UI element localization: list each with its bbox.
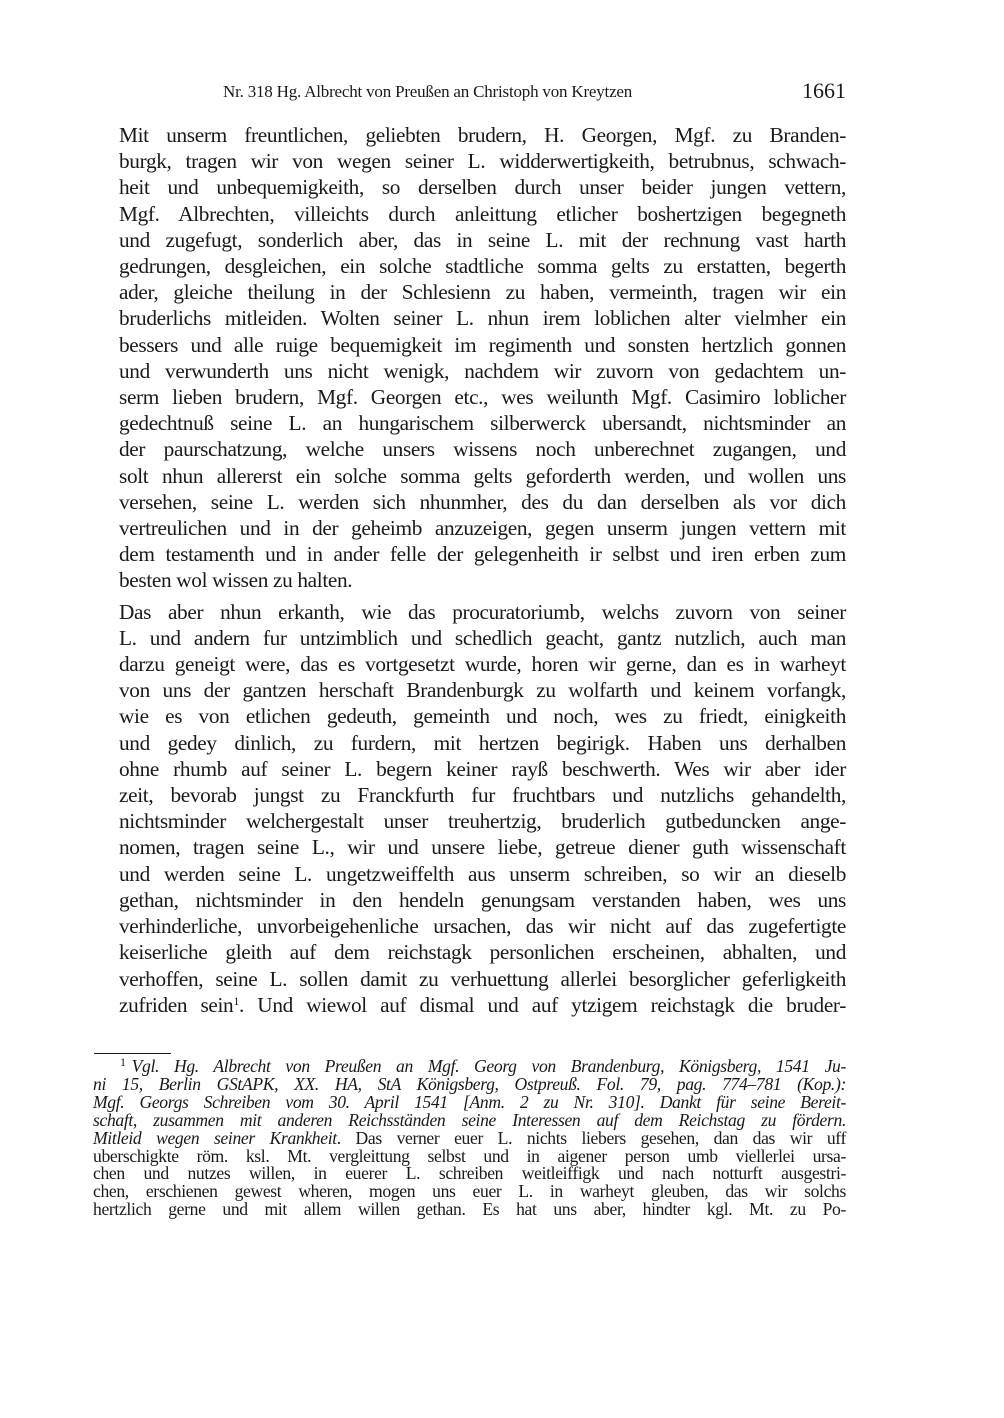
text-line: Mit unserm freuntlichen, geliebten brudern, H. Georgen, Mgf. zu Branden- xyxy=(119,123,846,147)
running-head-title: Nr. 318 Hg. Albrecht von Preußen an Christoph von Kreytzen xyxy=(223,82,633,101)
text-line: L. und andern fur untzimblich und schedlich geacht, gantz nutzlich, auch man xyxy=(119,625,846,650)
running-head xyxy=(93,80,846,106)
footnote-italic-text: Vgl. Hg. Albrecht von Preußen an Mgf. Georg von Brandenburg, Königsberg, 1541 Ju- xyxy=(131,1056,846,1076)
text-line: zeit, bevorab jungst zu Franckfurth fur fruchtbars und nutzlichs gehandelth, xyxy=(119,783,846,808)
text-line: ader, gleiche theilung in der Schlesienn zu haben, vermeinth, tragen wir ein xyxy=(119,280,846,305)
text-line: gedechtnuß seine L. an hungarischem silberwerck ubersandt, nichtsminder an xyxy=(119,411,846,436)
footnote-line: Mgf. Georgs Schreiben vom 30. April 1541 [Anm. 2 zu Nr. 310]. Dankt für seine Bereit- xyxy=(93,1091,846,1112)
text-line xyxy=(93,992,846,1018)
paragraph-1 xyxy=(93,122,846,594)
text-line: keiserliche gleith auf dem reichstagk personlichen erscheinen, abhalten, und xyxy=(119,940,846,965)
text-segment: . Und wiewol auf dismal und auf ytzigem reichstagk die bruder- xyxy=(239,992,846,1017)
text-line: nomen, tragen seine L., wir und unsere liebe, getreue diener guth wissenschaft xyxy=(119,835,846,860)
footnote-1 xyxy=(93,1055,846,1220)
text-line: burgk, tragen wir von wegen seiner L. widderwertigkeith, betrubnus, schwach- xyxy=(119,149,846,174)
text-line: und zugefugt, sonderlich aber, das in seine L. mit der rechnung vast harth xyxy=(119,227,846,252)
footnote-separator xyxy=(94,1053,171,1054)
text-line: nichtsminder welchergestalt unser treuhertzig, bruderlich gutbeduncken ange- xyxy=(119,809,846,834)
text-line: solt nhun allererst ein solche somma gelts geforderth werden, und wollen uns xyxy=(119,463,846,488)
text-line: der paurschatzung, welche unsers wissens noch unberechnet zugangen, und xyxy=(119,437,846,462)
text-line: Mgf. Albrechten, villeichts durch anleittung etlicher boshertzigen begegneth xyxy=(119,201,846,226)
text-line: von uns der gantzen herschaft Brandenburgk zu wolfarth und keinem vorfangk, xyxy=(119,678,846,703)
footnote-roman-text: . Das verner euer L. nichts liebers gesehen, dan das wir uff xyxy=(336,1127,846,1148)
text-line: und werden seine L. ungetzweiffelth aus unserm schreiben, so wir an dieselb xyxy=(119,861,846,886)
footnote-line: ni 15, Berlin GStAPK, XX. HA, StA Königsberg, Ostpreuß. Fol. 79, pag. 774–781 (Kop.): xyxy=(93,1073,846,1094)
footnote-line xyxy=(93,1127,846,1148)
text-line: vertreulichen und in der geheimb anzuzeigen, gegen unserm jungen vettern mit xyxy=(119,516,846,541)
footnote-line: chen, erschienen gewest wheren, mogen uns euer L. in warheyt gleuben, das wir solchs xyxy=(93,1181,846,1202)
text-line: bessers und alle ruige bequemigkeit im regimenth und sonsten hertzlich gonnen xyxy=(119,332,846,357)
footnote-number: 1 xyxy=(120,1055,126,1069)
text-line: Das aber nhun erkanth, wie das procuratoriumb, welchs zuvorn von seiner xyxy=(119,599,846,624)
text-line: wie es von etlichen gedeuth, gemeinth und noch, wes zu friedt, einigkeith xyxy=(119,704,846,729)
text-line: verhoffen, seine L. sollen damit zu verhuettung allerlei besorglicher geferligkeith xyxy=(119,966,846,991)
paragraph-2 xyxy=(93,599,846,1018)
footnote-line: schaft, zusammen mit anderen Reichsständen seine Interessen auf dem Reichstag zu fördern. xyxy=(93,1109,846,1130)
footnote-reference[interactable]: 1 xyxy=(233,993,240,1008)
text-line: und gedey dinlich, zu furdern, mit hertzen begirigk. Haben uns derhalben xyxy=(119,730,846,755)
page-number: 1661 xyxy=(802,78,846,103)
footnote-line: chen und nutzes willen, in euerer L. schreiben weitleiffigk und nach notturft ausgestri- xyxy=(93,1163,846,1184)
text-segment: zufriden sein xyxy=(119,992,234,1017)
text-line: gedrungen, desgleichen, ein solche stadtliche somma gelts zu erstatten, begerth xyxy=(119,254,846,279)
text-line: verhinderliche, unvorbeigehenliche ursachen, das wir nicht auf das zugefertigte xyxy=(119,914,846,939)
footnote-line: uberschigkte röm. ksl. Mt. vergleittung selbst und in aigener person umb viellerlei ursa- xyxy=(93,1145,846,1166)
text-line: bruderlichs mitleiden. Wolten seiner L. nhun irem loblichen alter vielmher ein xyxy=(119,306,846,331)
text-line: und verwunderth uns nicht wenigk, nachdem wir zuvorn von gedachtem un- xyxy=(119,358,846,383)
text-line: heit und unbequemigkeith, so derselben durch unser beider jungen vettern, xyxy=(119,175,846,200)
text-line: gethan, nichtsminder in den hendeln genungsam verstanden haben, wes uns xyxy=(119,887,846,912)
text-line: serm lieben brudern, Mgf. Georgen etc., wes weilunth Mgf. Casimiro loblicher xyxy=(119,385,846,410)
footnote-italic-text: Mitleid wegen seiner Krankheit xyxy=(93,1127,337,1148)
text-line: dem testamenth und in ander felle der gelegenheith ir selbst und iren erben zum xyxy=(119,542,846,567)
body-text xyxy=(93,122,846,1018)
text-line: versehen, seine L. werden sich nhunmher, des du dan derselben als vor dich xyxy=(119,489,846,514)
footnotes xyxy=(93,1055,846,1220)
text-line: ohne rhumb auf seiner L. begern keiner rayß beschwerth. Wes wir aber ider xyxy=(119,756,846,781)
text-line: darzu geneigt were, das es vortgesetzt wurde, horen wir gerne, dan es in warheyt xyxy=(119,652,846,677)
footnote-line: hertzlich gerne und mit allem willen gethan. Es hat uns aber, hindter kgl. Mt. zu Po- xyxy=(93,1199,846,1220)
text-line: besten wol wissen zu halten. xyxy=(119,568,353,593)
